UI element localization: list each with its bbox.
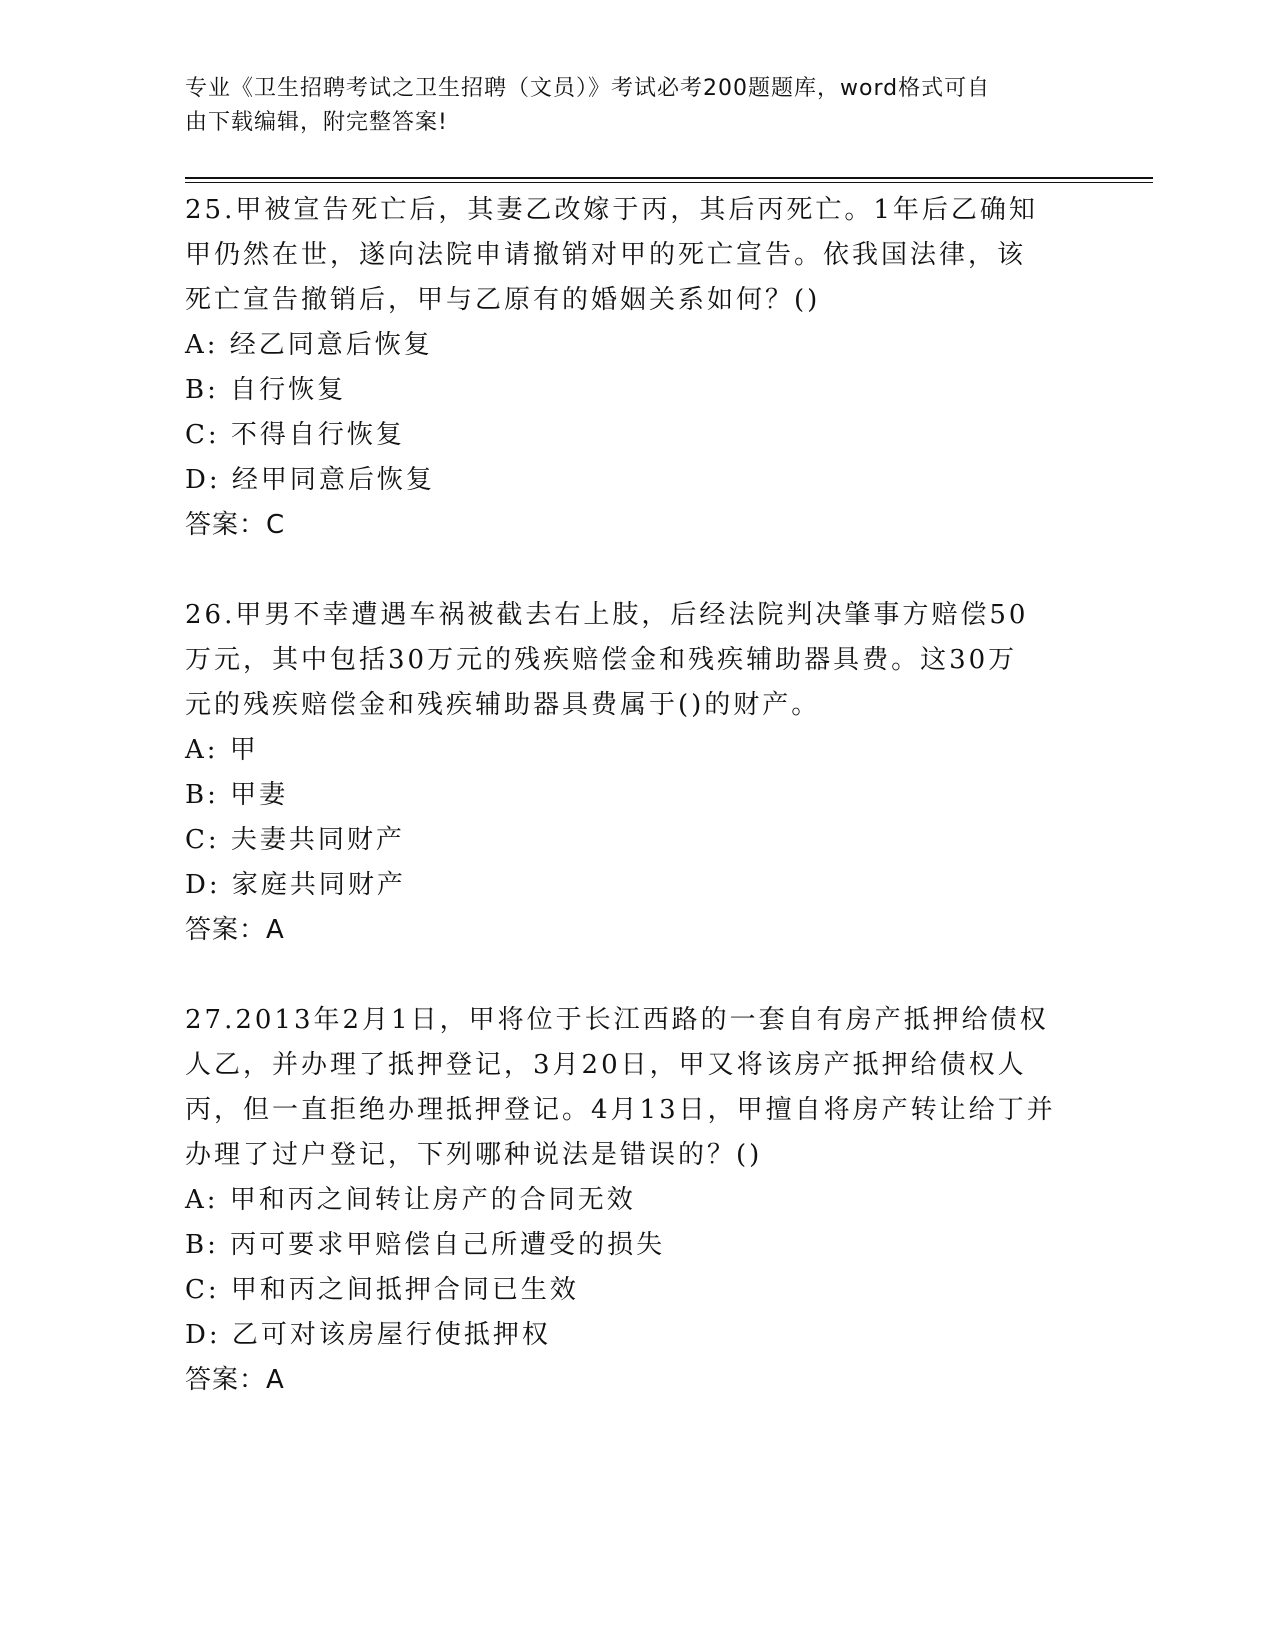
question-25 xyxy=(185,188,1045,548)
header-line-1: 专业《卫生招聘考试之卫生招聘（文员）》考试必考200题题库，word格式可自 xyxy=(185,76,991,101)
option-a: A: 经乙同意后恢复 xyxy=(185,330,433,360)
question-stem: 26.甲男不幸遭遇车祸被截去右上肢，后经法院判决肇事方赔偿50万元，其中包括30万元的残疾赔偿金和残疾辅助器具费。这30万元的残疾赔偿金和残疾辅助器具费属于()的财产。 xyxy=(185,600,1029,720)
question-list xyxy=(185,188,1085,1403)
answer-line: 答案：C xyxy=(185,510,286,540)
option-d: D: 乙可对该房屋行使抵押权 xyxy=(185,1320,551,1350)
question-stem: 25.甲被宣告死亡后，其妻乙改嫁于丙，其后丙死亡。1年后乙确知甲仍然在世，遂向法院申请撤销对甲的死亡宣告。依我国法律，该死亡宣告撤销后，甲与乙原有的婚姻关系如何？() xyxy=(185,195,1038,315)
header-rule-thin xyxy=(185,182,1153,183)
question-26 xyxy=(185,593,1045,953)
header-line-2: 由下载编辑，附完整答案! xyxy=(185,110,448,135)
answer-line: 答案：A xyxy=(185,1365,285,1395)
option-d: D: 家庭共同财产 xyxy=(185,870,406,900)
question-gap xyxy=(185,953,1085,998)
header-rule-thick xyxy=(185,177,1153,179)
answer-line: 答案：A xyxy=(185,915,285,945)
option-b: B: 甲妻 xyxy=(185,780,289,810)
document-header xyxy=(185,72,1065,140)
question-stem: 27.2013年2月1日，甲将位于长江西路的一套自有房产抵押给债权人乙，并办理了抵押登记，3月20日，甲又将该房产抵押给债权人丙，但一直拒绝办理抵押登记。4月13日，甲擅自将房产转让给丁并办理了过户登记，下列哪种说法是错误的？() xyxy=(185,1005,1056,1170)
option-b: B: 丙可要求甲赔偿自己所遭受的损失 xyxy=(185,1230,666,1260)
option-a: A: 甲 xyxy=(185,735,259,765)
option-b: B: 自行恢复 xyxy=(185,375,347,405)
option-a: A: 甲和丙之间转让房产的合同无效 xyxy=(185,1185,636,1215)
option-c: C: 甲和丙之间抵押合同已生效 xyxy=(185,1275,579,1305)
question-gap xyxy=(185,548,1085,593)
option-c: C: 夫妻共同财产 xyxy=(185,825,405,855)
option-d: D: 经甲同意后恢复 xyxy=(185,465,435,495)
question-27 xyxy=(185,998,1075,1403)
option-c: C: 不得自行恢复 xyxy=(185,420,405,450)
